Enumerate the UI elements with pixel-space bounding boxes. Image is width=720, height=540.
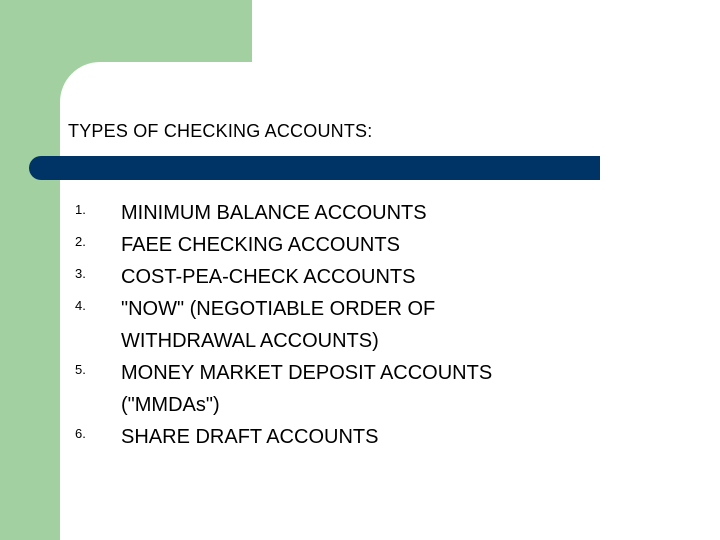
list-item-number: 6. bbox=[75, 426, 86, 441]
list-item bbox=[0, 260, 591, 292]
list-item-number: 4. bbox=[75, 298, 86, 313]
list-item-line: WITHDRAWAL ACCOUNTS) bbox=[121, 330, 379, 352]
list-item-text bbox=[121, 196, 591, 228]
title-divider-bar bbox=[29, 156, 600, 180]
list-item-number: 3. bbox=[75, 266, 86, 281]
accounts-list bbox=[0, 196, 591, 452]
list-item-number: 1. bbox=[75, 202, 86, 217]
list-item-text bbox=[121, 228, 591, 260]
list-item-text bbox=[121, 356, 591, 420]
list-item-text bbox=[121, 260, 591, 292]
list-item-number: 5. bbox=[75, 362, 86, 377]
list-item bbox=[0, 196, 591, 228]
list-item-line: COST-PEA-CHECK ACCOUNTS bbox=[121, 266, 416, 288]
slide-title: TYPES OF CHECKING ACCOUNTS: bbox=[68, 121, 373, 141]
list-item-line: SHARE DRAFT ACCOUNTS bbox=[121, 426, 379, 448]
list-item bbox=[0, 292, 591, 356]
list-item-line: MINIMUM BALANCE ACCOUNTS bbox=[121, 202, 427, 224]
list-item-text bbox=[121, 420, 591, 452]
list-item-text bbox=[121, 292, 591, 356]
list-item bbox=[0, 356, 591, 420]
list-item bbox=[0, 420, 591, 452]
list-item-number: 2. bbox=[75, 234, 86, 249]
list-item-line: MONEY MARKET DEPOSIT ACCOUNTS bbox=[121, 362, 493, 384]
list-item-line: FAEE CHECKING ACCOUNTS bbox=[121, 234, 400, 256]
list-item-line: ("MMDAs") bbox=[121, 394, 220, 416]
list-item-line: "NOW" (NEGOTIABLE ORDER OF bbox=[121, 298, 436, 320]
list-item bbox=[0, 228, 591, 260]
